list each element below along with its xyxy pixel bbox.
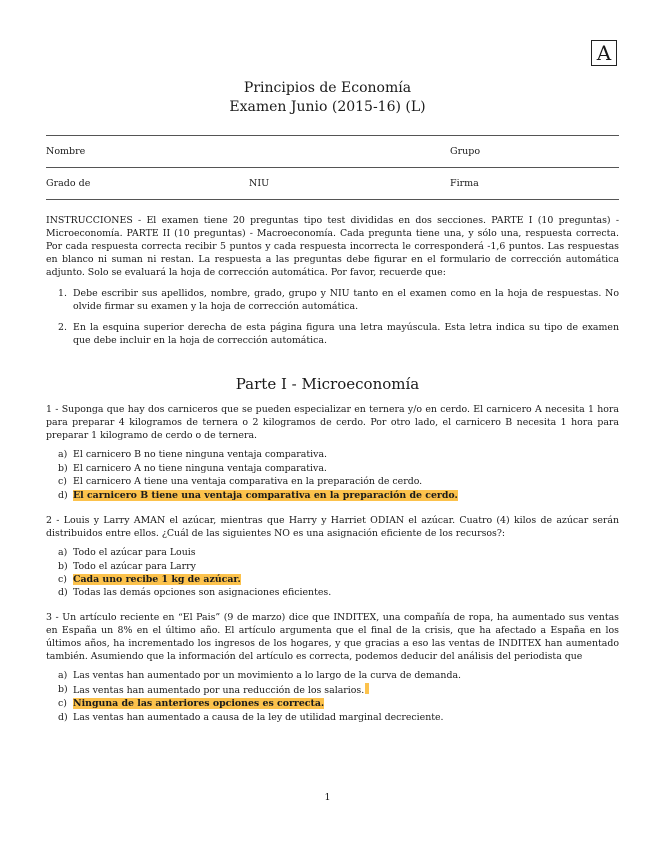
highlight-marker xyxy=(365,683,369,694)
divider-middle xyxy=(46,167,619,168)
page-number: 1 xyxy=(324,792,331,803)
option-text: Las ventas han aumentado por un movimiento a lo largo de la curva de demanda. xyxy=(73,670,462,682)
list-item xyxy=(46,287,619,313)
option-letter: a) xyxy=(58,547,68,559)
option-letter: d) xyxy=(58,587,68,599)
option-text: Las ventas han aumentado por una reducción de los salarios. xyxy=(73,684,365,696)
firma-label: Firma xyxy=(450,178,479,189)
divider-top xyxy=(46,135,619,136)
nombre-label: Nombre xyxy=(46,146,86,157)
answer-option xyxy=(46,669,619,682)
answer-option xyxy=(46,711,619,724)
option-letter: c) xyxy=(58,476,67,488)
question-text: 3 - Un artículo reciente en “El Pais” (9 de marzo) dice que INDITEX, una compañía de ropa, ha aumentado sus ventas en España un 8% en el último año. El artículo argumenta que el final de la crisis, que ha afectado a España en los últimos años, ha incrementado los ingresos de los hogares, y que gracias a eso las ventas de INDITEX han aumentado también. Asumiendo que la información del artículo es correcta, podemos deducir del análisis del periodista que xyxy=(46,612,619,663)
answer-option xyxy=(46,448,619,461)
question-text: 2 - Louis y Larry AMAN el azúcar, mientras que Harry y Harriet ODIAN el azúcar. Cuatro (4) kilos de azúcar serán distribuidos entre ellos. ¿Cuál de las siguientes NO es una asignación eficiente de los recursos?: xyxy=(46,515,619,540)
list-item-number: 1. xyxy=(58,288,67,299)
option-text: El carnicero A tiene una ventaja comparativa en la preparación de cerdo. xyxy=(73,476,423,488)
exam-type-letter: A xyxy=(591,40,617,66)
answer-options xyxy=(46,448,619,502)
question-1 xyxy=(46,403,619,502)
list-item-number: 2. xyxy=(58,322,67,334)
option-text: El carnicero A no tiene ninguna ventaja comparativa. xyxy=(73,462,327,474)
question-text: 1 - Suponga que hay dos carniceros que se pueden especializar en ternera y/o en cerdo. El carnicero A necesita 1 hora para preparar 4 kilogramos de ternera o 2 kilogramos de cerdo. Por otro lado, el carnicero B necesita 1 hora para preparar 1 kilogramo de cerdo o de ternera. xyxy=(46,404,619,442)
instructions-paragraph: INSTRUCCIONES - El examen tiene 20 preguntas tipo test divididas en dos secciones. PARTE I (10 preguntas) - Microeconomía. PARTE II (10 preguntas) - Macroeconomía. Cada pregunta tiene una, y sólo una, respuesta correcta. Por cada respuesta correcta recibir 5 puntos y cada respuesta incorrecta le corresponderá -1,6 puntos. Las respuestas en blanco ni suman ni restan. La respuesta a las preguntas debe figurar en el formulario de corrección automática adjunto. Solo se evaluará la hoja de corrección automática. Por favor, recuerde que: xyxy=(46,215,619,279)
course-title: Principios de Economía xyxy=(243,80,412,96)
option-letter: c) xyxy=(58,574,67,585)
answer-option xyxy=(46,560,619,573)
highlighted-answer-text: Cada uno recibe 1 kg de azúcar. xyxy=(73,574,241,585)
exam-title: Examen Junio (2015-16) (L) xyxy=(229,99,426,115)
highlighted-answer-text: El carnicero B tiene una ventaja comparativa en la preparación de cerdo. xyxy=(73,489,458,501)
option-letter: b) xyxy=(58,683,68,695)
option-letter: c) xyxy=(58,698,67,710)
answer-option xyxy=(46,462,619,475)
highlighted-answer-text: Ninguna de las anteriores opciones es correcta. xyxy=(73,698,325,710)
list-item-text: Debe escribir sus apellidos, nombre, grado, grupo y NIU tanto en el examen como en la hoja de respuestas. No olvide firmar su examen y la hoja de corrección automática. xyxy=(73,288,619,313)
divider-bottom xyxy=(46,199,619,200)
option-text: Todo el azúcar para Louis xyxy=(73,547,196,559)
answer-option xyxy=(46,586,619,599)
question-2 xyxy=(46,514,619,600)
answer-options xyxy=(46,669,619,724)
answer-options xyxy=(46,546,619,600)
answer-option-highlighted xyxy=(46,489,619,502)
grupo-label: Grupo xyxy=(450,146,481,157)
grado-label: Grado de xyxy=(46,178,91,189)
niu-label: NIU xyxy=(249,178,270,189)
option-text: Las ventas han aumentado a causa de la ley de utilidad marginal decreciente. xyxy=(73,711,444,723)
list-item-text: En la esquina superior derecha de esta página figura una letra mayúscula. Esta letra indica su tipo de examen que debe incluir en la hoja de corrección automática. xyxy=(73,322,619,347)
option-text: Todas las demás opciones son asignaciones eficientes. xyxy=(73,587,332,599)
option-letter: b) xyxy=(58,560,68,572)
option-letter: a) xyxy=(58,449,68,461)
list-item xyxy=(46,321,619,347)
section-title: Parte I - Microeconomía xyxy=(235,375,420,393)
option-letter: a) xyxy=(58,670,68,682)
option-letter: d) xyxy=(58,711,68,723)
question-3 xyxy=(46,611,619,724)
answer-option xyxy=(46,546,619,559)
answer-option-highlighted xyxy=(46,697,619,710)
answer-option xyxy=(46,683,619,697)
answer-option-highlighted xyxy=(46,573,619,586)
option-letter: d) xyxy=(58,489,68,501)
instructions-list xyxy=(46,287,619,355)
option-letter: b) xyxy=(58,462,68,474)
answer-option xyxy=(46,475,619,488)
option-text: El carnicero B no tiene ninguna ventaja comparativa. xyxy=(73,449,328,461)
option-text: Todo el azúcar para Larry xyxy=(73,560,196,572)
